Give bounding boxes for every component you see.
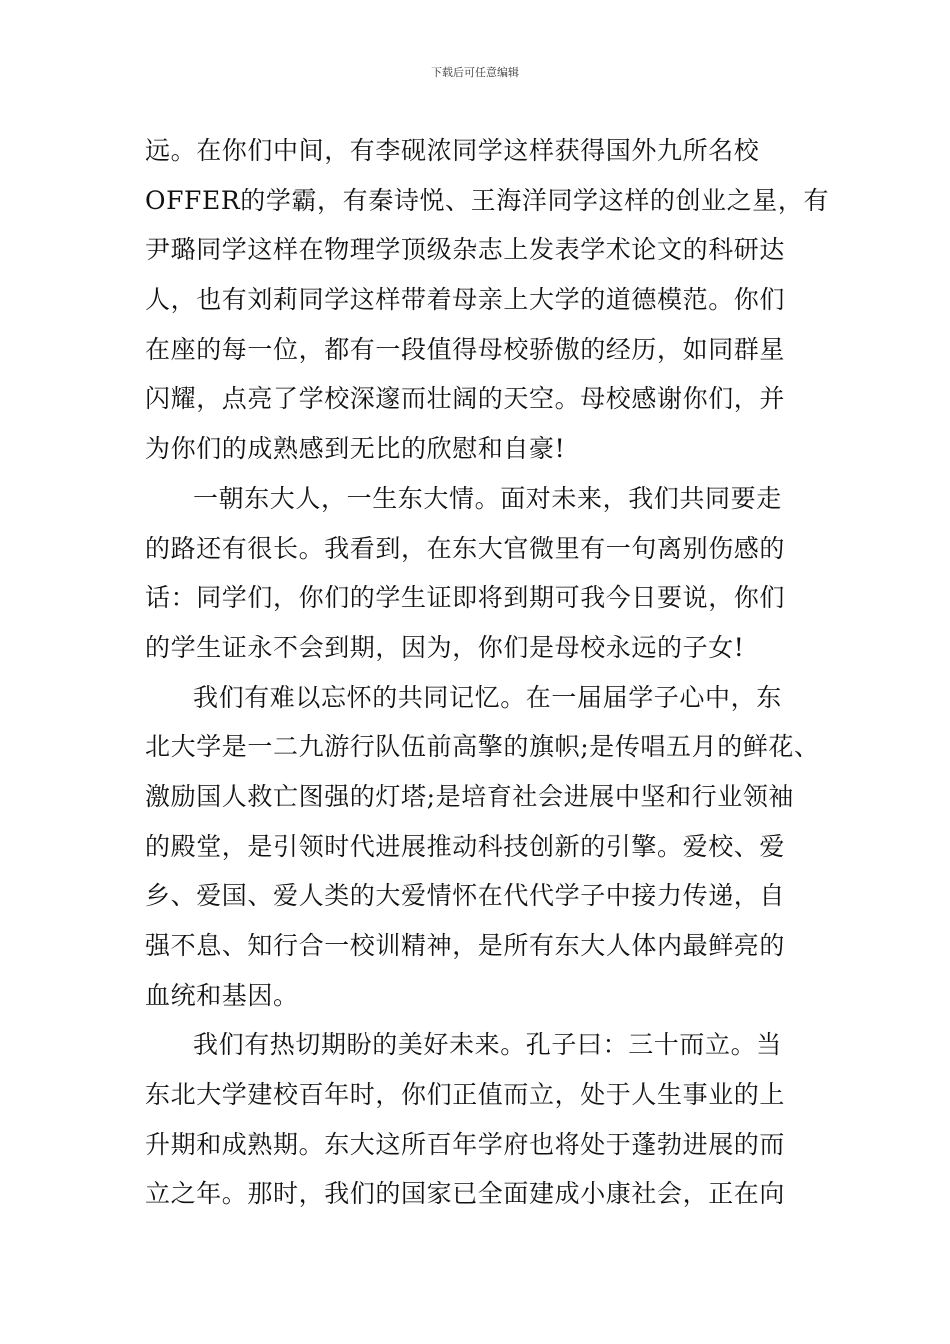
text-line: 在座的每一位，都有一段值得母校骄傲的经历，如同群星 xyxy=(145,334,786,364)
paragraph-first-line: 我们有热切期盼的美好未来。孔子曰：三十而立。当 xyxy=(193,1030,782,1060)
text-line: 的殿堂，是引领时代进展推动科技创新的引擎。爱校、爱 xyxy=(145,831,786,861)
header-text: 下载后可任意编辑 xyxy=(431,66,519,79)
text-line: 为你们的成熟感到无比的欣慰和自豪! xyxy=(145,434,566,464)
text-line: 闪耀，点亮了学校深邃而壮阔的天空。母校感谢你们，并 xyxy=(145,384,786,414)
text-line: 立之年。那时，我们的国家已全面建成小康社会，正在向 xyxy=(145,1179,786,1209)
paragraph-first-line: 一朝东大人，一生东大情。面对未来，我们共同要走 xyxy=(193,483,782,513)
text-line: 话：同学们，你们的学生证即将到期可我今日要说，你们 xyxy=(145,583,786,613)
text-line: 尹璐同学这样在物理学顶级杂志上发表学术论文的科研达 xyxy=(145,235,786,265)
text-line: 升期和成熟期。东大这所百年学府也将处于蓬勃进展的而 xyxy=(145,1129,786,1159)
page-header xyxy=(0,66,950,80)
text-line: 血统和基因。 xyxy=(145,980,299,1010)
text-line: 的路还有很长。我看到，在东大官微里有一句离别伤感的 xyxy=(145,533,786,563)
paragraph-first-line: 我们有难以忘怀的共同记忆。在一届届学子心中，东 xyxy=(193,682,782,712)
text-line: 强不息、知行合一校训精神，是所有东大人体内最鲜亮的 xyxy=(145,931,786,960)
text-line: 人，也有刘莉同学这样带着母亲上大学的道德模范。你们 xyxy=(145,285,786,315)
document-body xyxy=(145,126,830,1219)
text-line: OFFER的学霸，有秦诗悦、王海洋同学这样的创业之星，有 xyxy=(145,185,830,215)
text-line: 东北大学建校百年时，你们正值而立，处于人生事业的上 xyxy=(145,1080,786,1110)
text-line: 远。在你们中间，有李砚浓同学这样获得国外九所名校 xyxy=(145,136,760,165)
text-line: 北大学是一二九游行队伍前高擎的旗帜;是传唱五月的鲜花、 xyxy=(145,732,820,762)
text-line: 乡、爱国、爱人类的大爱情怀在代代学子中接力传递，自 xyxy=(145,881,786,911)
text-line: 的学生证永不会到期，因为，你们是母校永远的子女! xyxy=(145,632,745,662)
text-line: 激励国人救亡图强的灯塔;是培育社会进展中坚和行业领袖 xyxy=(145,781,795,811)
